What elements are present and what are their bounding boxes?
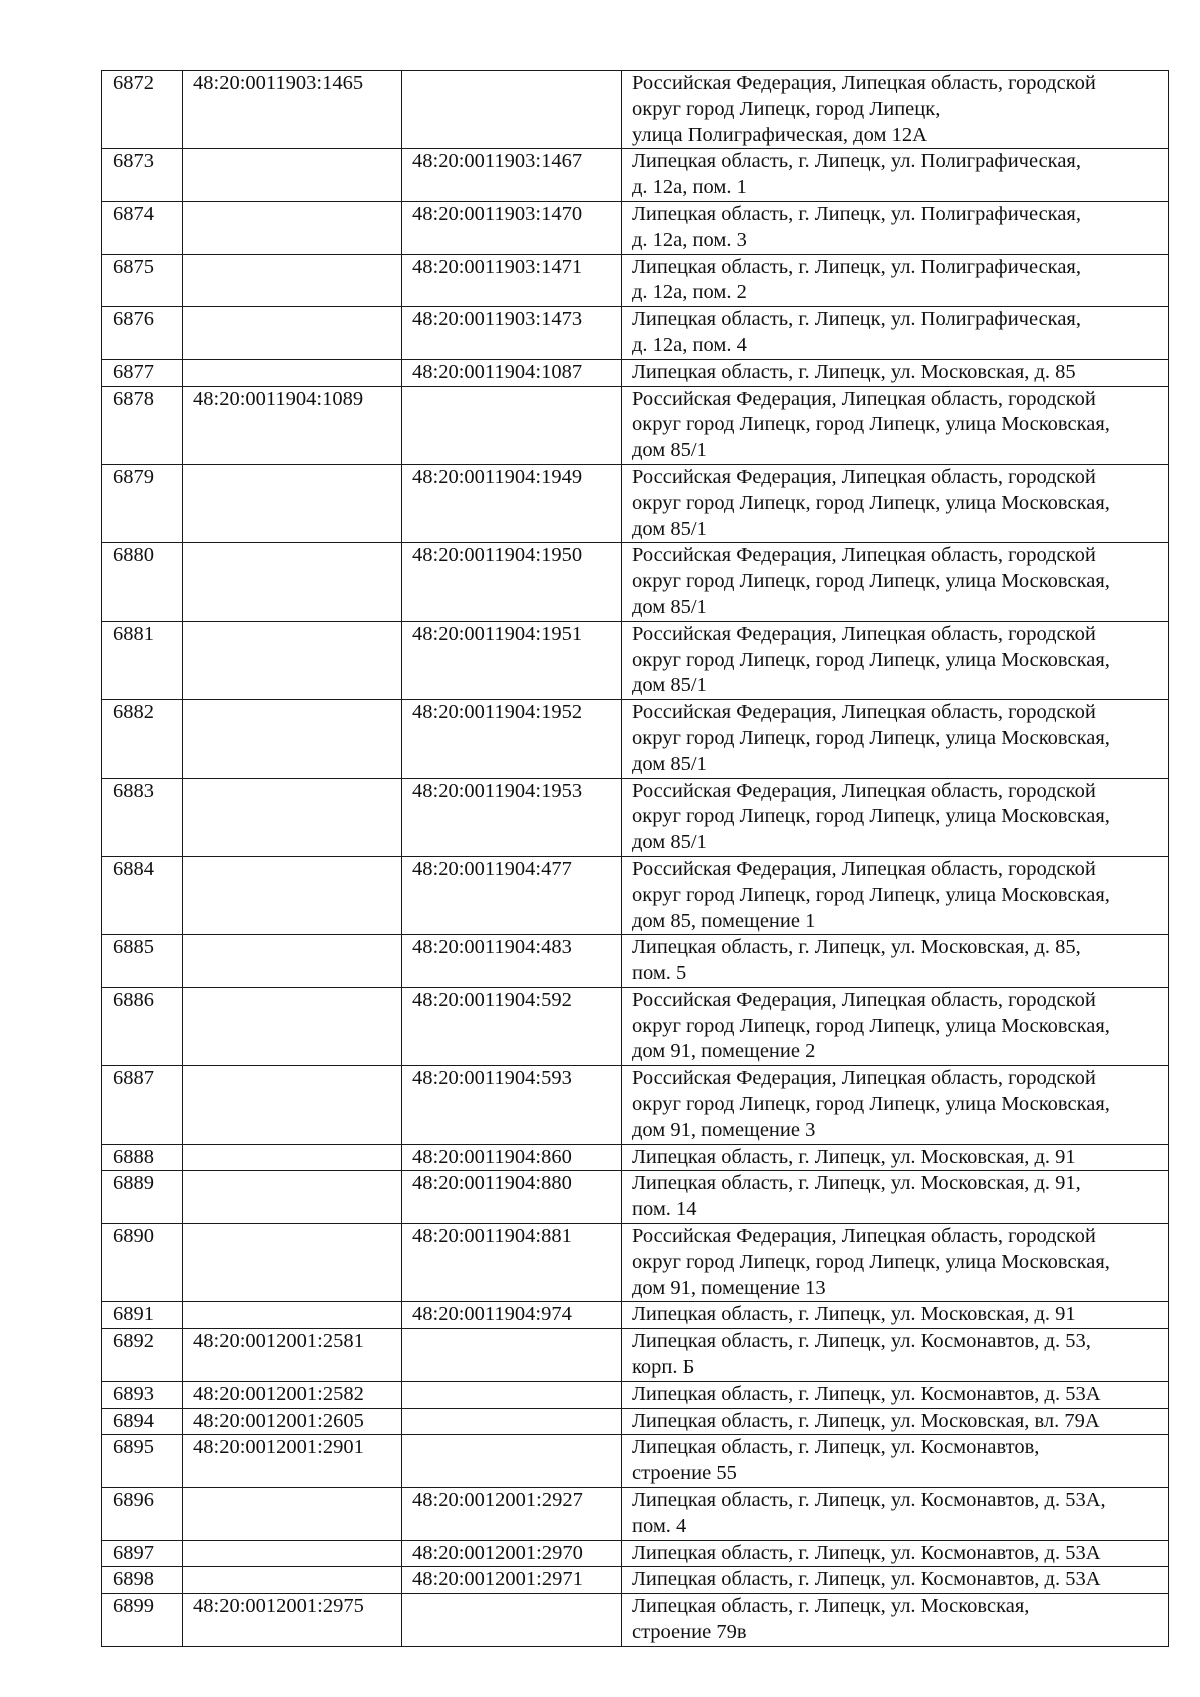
object-cadastral-number-cell: 48:20:0011904:477	[402, 856, 622, 934]
table-row	[102, 201, 1169, 254]
object-cadastral-number-cell: 48:20:0012001:2970	[402, 1540, 622, 1567]
land-cadastral-number-cell	[183, 464, 402, 542]
address-cell	[622, 201, 1169, 254]
row-number-cell: 6884	[102, 856, 183, 934]
row-number-cell: 6897	[102, 1540, 183, 1567]
land-cadastral-number-cell: 48:20:0012001:2975	[183, 1594, 402, 1647]
address-line: Липецкая область, г. Липецк, ул. Полиграфическая,	[632, 202, 1081, 225]
address-cell	[622, 1171, 1169, 1224]
row-number-cell: 6879	[102, 464, 183, 542]
row-number-cell: 6888	[102, 1144, 183, 1171]
cadastral-table	[101, 70, 1169, 1647]
land-cadastral-number-cell: 48:20:0012001:2605	[183, 1408, 402, 1435]
address-line: дом 85/1	[632, 439, 707, 462]
object-cadastral-number-cell: 48:20:0012001:2927	[402, 1488, 622, 1541]
table-row	[102, 1329, 1169, 1382]
object-cadastral-number-cell: 48:20:0011904:592	[402, 987, 622, 1065]
address-line: дом 91, помещение 3	[632, 1118, 816, 1141]
table-row	[102, 1540, 1169, 1567]
address-line: Российская Федерация, Липецкая область, городской	[632, 1225, 1096, 1248]
land-cadastral-number-cell	[183, 1567, 402, 1594]
land-cadastral-number-cell	[183, 935, 402, 988]
address-line: пом. 4	[632, 1514, 687, 1537]
address-line: д. 12а, пом. 1	[632, 176, 747, 199]
row-number-cell: 6893	[102, 1381, 183, 1408]
table-row	[102, 543, 1169, 621]
address-cell	[622, 1594, 1169, 1647]
address-line: Липецкая область, г. Липецк, ул. Полиграфическая,	[632, 150, 1081, 173]
address-cell	[622, 1066, 1169, 1144]
address-cell	[622, 1435, 1169, 1488]
table-row	[102, 1144, 1169, 1171]
address-line: дом 85/1	[632, 831, 707, 854]
address-line: строение 79в	[632, 1621, 747, 1644]
table-row	[102, 621, 1169, 699]
land-cadastral-number-cell	[183, 201, 402, 254]
address-line: дом 85/1	[632, 674, 707, 697]
table-row	[102, 1488, 1169, 1541]
address-cell	[622, 1302, 1169, 1329]
address-line: округ город Липецк, город Липецк, улица Московская,	[632, 1093, 1110, 1116]
address-line: Липецкая область, г. Липецк, ул. Московская, д. 85	[632, 360, 1076, 383]
land-cadastral-number-cell	[183, 359, 402, 386]
address-cell	[622, 386, 1169, 464]
address-line: Липецкая область, г. Липецк, ул. Московская, д. 85,	[632, 936, 1081, 959]
address-cell	[622, 464, 1169, 542]
address-cell	[622, 1329, 1169, 1382]
row-number-cell: 6890	[102, 1224, 183, 1302]
address-line: строение 55	[632, 1462, 737, 1485]
address-cell	[622, 856, 1169, 934]
land-cadastral-number-cell	[183, 621, 402, 699]
land-cadastral-number-cell	[183, 1171, 402, 1224]
address-cell	[622, 307, 1169, 360]
address-cell	[622, 1488, 1169, 1541]
object-cadastral-number-cell	[402, 1594, 622, 1647]
row-number-cell: 6886	[102, 987, 183, 1065]
address-line: округ город Липецк, город Липецк,	[632, 97, 941, 120]
object-cadastral-number-cell: 48:20:0011904:483	[402, 935, 622, 988]
object-cadastral-number-cell: 48:20:0011904:1951	[402, 621, 622, 699]
table-row	[102, 1381, 1169, 1408]
row-number-cell: 6891	[102, 1302, 183, 1329]
address-line: Липецкая область, г. Липецк, ул. Московская, д. 91,	[632, 1172, 1081, 1195]
table-row	[102, 1435, 1169, 1488]
address-cell	[622, 1144, 1169, 1171]
land-cadastral-number-cell	[183, 1488, 402, 1541]
row-number-cell: 6887	[102, 1066, 183, 1144]
address-line: Липецкая область, г. Липецк, ул. Космонавтов, д. 53,	[632, 1330, 1091, 1353]
table-row	[102, 149, 1169, 202]
address-line: дом 85/1	[632, 595, 707, 618]
table-row	[102, 359, 1169, 386]
table-row	[102, 1594, 1169, 1647]
object-cadastral-number-cell: 48:20:0011904:1949	[402, 464, 622, 542]
table-row	[102, 1224, 1169, 1302]
land-cadastral-number-cell: 48:20:0012001:2582	[183, 1381, 402, 1408]
land-cadastral-number-cell: 48:20:0012001:2901	[183, 1435, 402, 1488]
address-line: округ город Липецк, город Липецк, улица Московская,	[632, 883, 1110, 906]
table-row	[102, 856, 1169, 934]
table-row	[102, 254, 1169, 307]
land-cadastral-number-cell	[183, 1144, 402, 1171]
address-cell	[622, 778, 1169, 856]
address-line: Российская Федерация, Липецкая область, городской	[632, 544, 1096, 567]
row-number-cell: 6878	[102, 386, 183, 464]
address-line: Липецкая область, г. Липецк, ул. Полиграфическая,	[632, 255, 1081, 278]
address-cell	[622, 1408, 1169, 1435]
address-line: Российская Федерация, Липецкая область, городской	[632, 622, 1096, 645]
row-number-cell: 6875	[102, 254, 183, 307]
row-number-cell: 6899	[102, 1594, 183, 1647]
object-cadastral-number-cell	[402, 1408, 622, 1435]
address-line: Липецкая область, г. Липецк, ул. Полиграфическая,	[632, 308, 1081, 331]
address-cell	[622, 254, 1169, 307]
address-line: Липецкая область, г. Липецк, ул. Московская, д. 91	[632, 1303, 1076, 1326]
object-cadastral-number-cell: 48:20:0011903:1470	[402, 201, 622, 254]
address-line: Российская Федерация, Липецкая область, городской	[632, 465, 1096, 488]
land-cadastral-number-cell	[183, 149, 402, 202]
address-line: Липецкая область, г. Липецк, ул. Космонавтов, д. 53А	[632, 1568, 1101, 1591]
row-number-cell: 6895	[102, 1435, 183, 1488]
table-row	[102, 1408, 1169, 1435]
address-line: Липецкая область, г. Липецк, ул. Московская,	[632, 1595, 1030, 1618]
object-cadastral-number-cell	[402, 1435, 622, 1488]
address-cell	[622, 1381, 1169, 1408]
row-number-cell: 6882	[102, 700, 183, 778]
address-line: пом. 5	[632, 962, 687, 985]
address-line: Российская Федерация, Липецкая область, городской	[632, 72, 1096, 94]
address-line: округ город Липецк, город Липецк, улица Московская,	[632, 491, 1110, 514]
address-line: улица Полиграфическая, дом 12А	[632, 123, 927, 146]
land-cadastral-number-cell: 48:20:0012001:2581	[183, 1329, 402, 1382]
row-number-cell: 6876	[102, 307, 183, 360]
land-cadastral-number-cell: 48:20:0011904:1089	[183, 386, 402, 464]
address-line: Российская Федерация, Липецкая область, городской	[632, 1067, 1096, 1090]
object-cadastral-number-cell: 48:20:0011904:1087	[402, 359, 622, 386]
land-cadastral-number-cell	[183, 307, 402, 360]
address-line: дом 85, помещение 1	[632, 909, 816, 932]
table-row	[102, 464, 1169, 542]
table-row	[102, 1066, 1169, 1144]
object-cadastral-number-cell	[402, 1329, 622, 1382]
address-line: дом 85/1	[632, 752, 707, 775]
address-line: округ город Липецк, город Липецк, улица Московская,	[632, 413, 1110, 436]
address-line: округ город Липецк, город Липецк, улица Московская,	[632, 726, 1110, 749]
address-line: округ город Липецк, город Липецк, улица Московская,	[632, 1250, 1110, 1273]
address-line: д. 12а, пом. 3	[632, 228, 747, 251]
land-cadastral-number-cell	[183, 543, 402, 621]
address-cell	[622, 1567, 1169, 1594]
land-cadastral-number-cell: 48:20:0011903:1465	[183, 71, 402, 149]
land-cadastral-number-cell	[183, 778, 402, 856]
table-row	[102, 700, 1169, 778]
table-row	[102, 987, 1169, 1065]
object-cadastral-number-cell	[402, 386, 622, 464]
address-cell	[622, 149, 1169, 202]
address-line: д. 12а, пом. 4	[632, 333, 747, 356]
address-line: Липецкая область, г. Липецк, ул. Космонавтов, д. 53А	[632, 1382, 1101, 1405]
address-cell	[622, 1224, 1169, 1302]
address-line: дом 91, помещение 2	[632, 1040, 816, 1063]
address-cell	[622, 1540, 1169, 1567]
row-number-cell: 6892	[102, 1329, 183, 1382]
table-row	[102, 778, 1169, 856]
object-cadastral-number-cell	[402, 71, 622, 149]
object-cadastral-number-cell: 48:20:0011904:881	[402, 1224, 622, 1302]
land-cadastral-number-cell	[183, 1066, 402, 1144]
address-line: Российская Федерация, Липецкая область, городской	[632, 988, 1096, 1011]
row-number-cell: 6885	[102, 935, 183, 988]
address-line: Российская Федерация, Липецкая область, городской	[632, 387, 1096, 410]
table-row	[102, 386, 1169, 464]
address-line: Российская Федерация, Липецкая область, городской	[632, 857, 1096, 880]
address-line: округ город Липецк, город Липецк, улица Московская,	[632, 570, 1110, 593]
address-cell	[622, 71, 1169, 149]
land-cadastral-number-cell	[183, 856, 402, 934]
address-line: Российская Федерация, Липецкая область, городской	[632, 701, 1096, 724]
address-cell	[622, 543, 1169, 621]
table-row	[102, 307, 1169, 360]
object-cadastral-number-cell: 48:20:0011904:860	[402, 1144, 622, 1171]
row-number-cell: 6898	[102, 1567, 183, 1594]
address-line: Липецкая область, г. Липецк, ул. Космонавтов,	[632, 1436, 1040, 1459]
address-line: округ город Липецк, город Липецк, улица Московская,	[632, 648, 1110, 671]
address-cell	[622, 359, 1169, 386]
address-cell	[622, 621, 1169, 699]
table-row	[102, 71, 1169, 149]
object-cadastral-number-cell: 48:20:0011904:880	[402, 1171, 622, 1224]
address-line: Липецкая область, г. Липецк, ул. Космонавтов, д. 53А,	[632, 1489, 1106, 1512]
row-number-cell: 6874	[102, 201, 183, 254]
row-number-cell: 6896	[102, 1488, 183, 1541]
table-body	[102, 71, 1169, 1647]
object-cadastral-number-cell: 48:20:0011903:1467	[402, 149, 622, 202]
table-row	[102, 1302, 1169, 1329]
land-cadastral-number-cell	[183, 1302, 402, 1329]
address-line: дом 91, помещение 13	[632, 1276, 826, 1299]
row-number-cell: 6883	[102, 778, 183, 856]
row-number-cell: 6881	[102, 621, 183, 699]
row-number-cell: 6873	[102, 149, 183, 202]
land-cadastral-number-cell	[183, 254, 402, 307]
address-cell	[622, 935, 1169, 988]
object-cadastral-number-cell	[402, 1381, 622, 1408]
object-cadastral-number-cell: 48:20:0011904:974	[402, 1302, 622, 1329]
object-cadastral-number-cell: 48:20:0012001:2971	[402, 1567, 622, 1594]
object-cadastral-number-cell: 48:20:0011904:1952	[402, 700, 622, 778]
address-line: Российская Федерация, Липецкая область, городской	[632, 779, 1096, 802]
address-line: корп. Б	[632, 1356, 695, 1379]
address-line: пом. 14	[632, 1198, 697, 1221]
address-cell	[622, 700, 1169, 778]
land-cadastral-number-cell	[183, 1540, 402, 1567]
object-cadastral-number-cell: 48:20:0011904:1950	[402, 543, 622, 621]
object-cadastral-number-cell: 48:20:0011904:593	[402, 1066, 622, 1144]
row-number-cell: 6880	[102, 543, 183, 621]
land-cadastral-number-cell	[183, 987, 402, 1065]
table-row	[102, 1567, 1169, 1594]
row-number-cell: 6877	[102, 359, 183, 386]
land-cadastral-number-cell	[183, 1224, 402, 1302]
address-line: округ город Липецк, город Липецк, улица Московская,	[632, 805, 1110, 828]
address-line: Липецкая область, г. Липецк, ул. Космонавтов, д. 53А	[632, 1541, 1101, 1564]
address-line: округ город Липецк, город Липецк, улица Московская,	[632, 1014, 1110, 1037]
object-cadastral-number-cell: 48:20:0011904:1953	[402, 778, 622, 856]
object-cadastral-number-cell: 48:20:0011903:1473	[402, 307, 622, 360]
land-cadastral-number-cell	[183, 700, 402, 778]
row-number-cell: 6894	[102, 1408, 183, 1435]
address-cell	[622, 987, 1169, 1065]
table-row	[102, 935, 1169, 988]
address-line: дом 85/1	[632, 517, 707, 540]
address-line: д. 12а, пом. 2	[632, 281, 747, 304]
address-line: Липецкая область, г. Липецк, ул. Московская, вл. 79А	[632, 1409, 1100, 1432]
address-line: Липецкая область, г. Липецк, ул. Московская, д. 91	[632, 1145, 1076, 1168]
object-cadastral-number-cell: 48:20:0011903:1471	[402, 254, 622, 307]
row-number-cell: 6872	[102, 71, 183, 149]
table-row	[102, 1171, 1169, 1224]
row-number-cell: 6889	[102, 1171, 183, 1224]
